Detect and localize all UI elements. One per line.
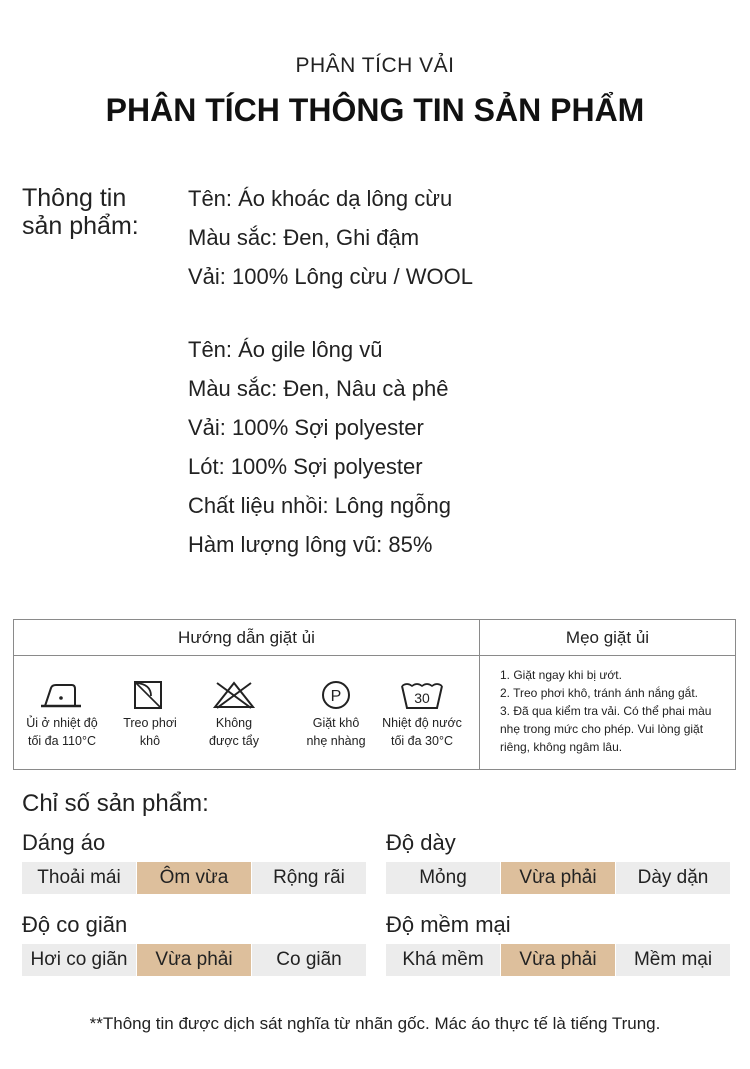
metric-option: Thoải mái — [22, 862, 136, 894]
product-info-label-line1: Thông tin — [22, 184, 127, 212]
product-info-group-coat — [188, 184, 473, 301]
care-symbol-label: tối đa 110°C — [27, 734, 96, 748]
metric-option-selected: Vừa phải — [501, 944, 615, 976]
care-table — [13, 619, 736, 770]
metric-option-selected: Ôm vừa — [137, 862, 251, 894]
page-title: PHÂN TÍCH THÔNG TIN SẢN PHẨM — [105, 92, 645, 128]
info-line: Vải: 100% Lông cừu / WOOL — [188, 264, 473, 289]
info-line: Chất liệu nhồi: Lông ngỗng — [188, 493, 451, 518]
footnote: **Thông tin được dịch sát nghĩa từ nhãn gốc. Mác áo thực tế là tiếng Trung. — [89, 1014, 661, 1033]
care-symbol-hang-dry — [110, 656, 190, 750]
metric-scale — [22, 862, 366, 894]
info-line: Tên: Áo khoác dạ lông cừu — [188, 186, 453, 211]
product-info-label-line2: sản phẩm: — [22, 212, 139, 240]
metric-option: Co giãn — [252, 944, 366, 976]
info-line: Màu sắc: Đen, Nâu cà phê — [188, 376, 449, 401]
care-symbol-label: nhẹ nhàng — [306, 734, 366, 748]
hang-dry-icon — [127, 680, 173, 710]
metrics-title: Chỉ số sản phẩm: — [22, 790, 209, 817]
info-line: Vải: 100% Sợi polyester — [188, 415, 424, 440]
metric-name: Độ co giãn — [22, 912, 128, 937]
care-symbol-label: Nhiệt độ nước — [382, 716, 462, 730]
metric-name: Độ dày — [386, 830, 456, 855]
info-line: Tên: Áo gile lông vũ — [188, 337, 383, 362]
care-symbol-label: được tẩy — [209, 734, 259, 748]
care-symbol-label: Treo phơi — [123, 716, 177, 730]
metric-option: Dày dặn — [616, 862, 730, 894]
info-line: Hàm lượng lông vũ: 85% — [188, 532, 433, 557]
care-symbol-label: tối đa 30°C — [391, 734, 453, 748]
metric-name: Độ mềm mại — [386, 912, 511, 937]
metric-option-selected: Vừa phải — [137, 944, 251, 976]
care-symbol-label: Ủi ở nhiệt độ — [26, 716, 98, 730]
metric-option-selected: Vừa phải — [501, 862, 615, 894]
no-bleach-icon — [211, 680, 257, 710]
care-symbol-wash-30 — [378, 656, 466, 750]
care-symbol-iron — [22, 656, 102, 750]
care-tip: 3. Đã qua kiểm tra vải. Có thể phai màu nhẹ trong mức cho phép. Vui lòng giặt riêng, không ngâm lâu. — [500, 704, 712, 754]
care-instructions — [14, 620, 480, 769]
care-tips — [480, 620, 735, 769]
dry-clean-icon — [313, 680, 359, 710]
metric-option: Rộng rãi — [252, 862, 366, 894]
metric-scale — [22, 944, 366, 976]
care-symbol-no-bleach — [194, 656, 274, 750]
wash-30-icon — [399, 680, 445, 710]
info-line: Lót: 100% Sợi polyester — [188, 454, 423, 479]
section-subtitle: PHÂN TÍCH VẢI — [295, 54, 455, 77]
care-symbol-label: Không — [215, 716, 253, 730]
iron-icon — [39, 680, 85, 710]
care-instructions-header: Hướng dẫn giặt ủi — [14, 620, 479, 656]
metric-thickness — [386, 828, 730, 894]
care-symbol-label: Giặt khô — [312, 716, 360, 730]
care-symbols — [14, 656, 480, 769]
wash-temp-badge: 30 — [414, 690, 430, 706]
metric-option: Hơi co giãn — [22, 944, 136, 976]
svg-text:P: P — [330, 688, 342, 705]
metric-option: Mềm mại — [616, 944, 730, 976]
care-symbol-label: khô — [139, 734, 161, 748]
care-tip: 1. Giặt ngay khi bị ướt. — [500, 668, 622, 682]
care-tips-header: Mẹo giặt ủi — [480, 620, 735, 656]
metric-name: Dáng áo — [22, 830, 106, 855]
metric-stretch — [22, 910, 366, 976]
metric-scale — [386, 944, 730, 976]
care-symbol-dry-clean — [296, 656, 376, 750]
care-tip: 2. Treo phơi khô, tránh ánh nắng gắt. — [500, 686, 699, 700]
metric-scale — [386, 862, 730, 894]
metric-option: Mỏng — [386, 862, 500, 894]
metric-softness — [386, 910, 730, 976]
metric-option: Khá mềm — [386, 944, 500, 976]
info-line: Màu sắc: Đen, Ghi đậm — [188, 225, 420, 250]
product-info-label — [22, 184, 172, 240]
product-info-group-vest — [188, 335, 451, 569]
metric-fit — [22, 828, 366, 894]
